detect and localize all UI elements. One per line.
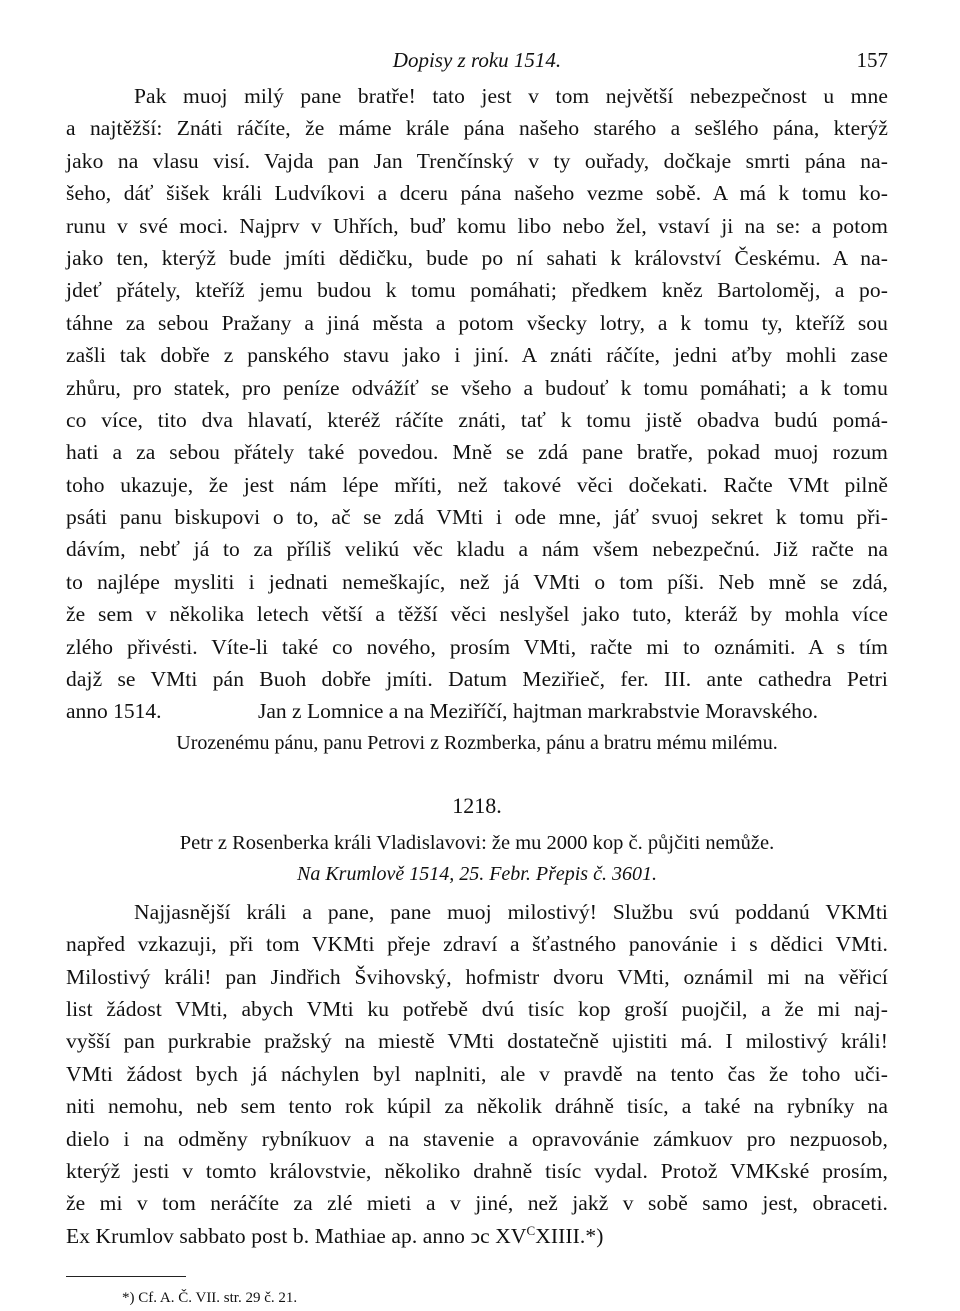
text-line: Pak muoj milý pane bratře! tato jest v tom největší nebezpečnost u mne <box>134 84 888 108</box>
closing-line <box>66 1220 888 1252</box>
text-line: dávím, nebť já to za příliš velikú věc kladu a nám všem nebezpečnú. Již račte na <box>66 537 888 562</box>
text-line: list žádost VMti, abych VMti ku potřebě dvú tisíc kop groší puojčil, a že mi naj- <box>66 996 888 1021</box>
document-number: 1218. <box>452 792 502 818</box>
text-line: napřed vzkazuji, při tom VKMti přeje zdraví a šťastného panovánie i s dědici VMti. <box>66 932 888 957</box>
footnote-divider <box>66 1276 186 1277</box>
text-line: jako ten, kterýž bude jmíti dědičku, bude po ní sahati k království Českému. A na- <box>66 245 888 270</box>
signature-name: Jan z Lomnice a na Meziříčí, hajtman markrabstvie Moravského. <box>258 699 818 724</box>
text-line: runu v své moci. Najprv v Uhřích, buď komu libo nebo žel, vstaví ji na se: a potom <box>66 213 888 238</box>
text-line: zlého přivésti. Víte-li také co nového, prosím VMti, račte mi to oznámiti. A s tím <box>66 634 888 659</box>
text-line: niti nemohu, neb sem tento rok kúpil za několik dráhně tisíc, a také na rybníky na <box>66 1094 888 1119</box>
text-line: jdeť přátely, kteříž jemu budou k tomu pomáhati; předkem kněz Bartoloměj, a po- <box>66 278 888 303</box>
text-line: Milostivý králi! pan Jindřich Švihovský, hofmistr dvoru VMti, oznámil mi na věřicí <box>66 964 888 989</box>
letter-1218 <box>66 784 888 1252</box>
closing-text: Ex Krumlov sabbato post b. Mathiae ap. anno ↄc XV <box>66 1223 527 1248</box>
letter-address: Urozenému pánu, panu Petrovi z Rozmberka, pánu a bratru mému milému. <box>176 731 778 754</box>
signature-date: anno 1514. <box>66 699 162 724</box>
text-line: co více, tito dva hlavatí, kteréž ráčíte znáti, tať k tomu jistě obadva budú pomá- <box>66 407 888 432</box>
text-line: že sem v několika letech větší a těžší věci neslyšel jako tuto, kteráž by mohla více <box>66 602 888 627</box>
text-line: toho ukazuje, že jest nám lépe mříti, než takové věci dočekati. Račte VMt pilně <box>66 472 888 497</box>
letter-1217-body <box>66 80 888 758</box>
text-line: psáti panu biskupovi o to, ač se zdá VMti i ode mne, jáť svuoj sekret k tomu při- <box>66 505 888 530</box>
text-line: dajž se VMti pán Buoh dobře jmíti. Datum Meziřieč, fer. III. ante cathedra Petri <box>66 667 888 692</box>
document-summary: Petr z Rosenberka králi Vladislavovi: že mu 2000 kop č. půjčiti nemůže. <box>179 831 775 854</box>
running-title: Dopisy z roku 1514. <box>392 48 562 72</box>
text-line: šeho, dáť šišek králi Ludvíkovi a dceru pána našeho vezme sobě. A má k tomu ko- <box>66 181 888 206</box>
text-line: zhůru, pro statek, pro peníze odvážíť se všeho a budouť k tomu pomáhati; a k tomu <box>66 375 888 400</box>
closing-end: XIIII.*) <box>535 1223 604 1248</box>
footnote: *) Cf. A. Č. VII. str. 29 č. 21. <box>122 1290 298 1307</box>
text-line: jako na vlasu visí. Vajda pan Jan Trenčínský v ty ouřady, dočkaje smrti pána na- <box>66 148 888 173</box>
text-line: zašli tak dobře z panského stavu jako i jiní. A znáti ráčíte, jedni aťby mohli zase <box>66 343 888 368</box>
page-number: 157 <box>856 48 888 72</box>
text-line: že mi v tom neráčíte za zlé mieti a v jiné, než jakž v sobě samo jest, obraceti. <box>66 1191 888 1216</box>
text-line: dielo i na odměny rybníkuov a na stavenie a opravovánie zámkuov pro nezpuosob, <box>66 1126 888 1151</box>
closing-superscript: C <box>526 1222 536 1238</box>
text-line: VMti žádost bych já náchylen byl naplniti, ale v pravdě na tento čas že toho uči- <box>66 1061 888 1086</box>
text-line: táhne za sebou Pražany a jiná města a potom všecky lotry, a k tomu ty, kteříž sou <box>66 310 888 335</box>
document-page <box>66 40 888 1311</box>
text-line: a najtěžší: Znáti ráčíte, že máme krále pána našeho starého a sešlého pána, kterýž <box>66 116 888 141</box>
text-line: kterýž jesti v tomto královstvie, několiko drahně tisíc vydal. Protož VMKské prosím, <box>66 1158 888 1183</box>
text-line: Najjasnější králi a pane, pane muoj milostivý! Službu svú poddanú VKMti <box>134 899 888 924</box>
document-source: Na Krumlově 1514, 25. Febr. Přepis č. 3601. <box>297 862 657 885</box>
text-line: vyšší pan purkrabie pražský na miestě VMti dostatečně ujistiti má. I milostivý králi! <box>66 1029 888 1054</box>
running-header <box>66 40 888 80</box>
signature-line <box>66 695 888 727</box>
text-line: hati a za sebou přátely také povedou. Mně se zdá pane bratře, pokad muoj rozum <box>66 440 888 465</box>
text-line: to najlépe mysliti i jednati nemeškajíc, než já VMti o tom píši. Neb mně se zdá, <box>66 569 888 594</box>
